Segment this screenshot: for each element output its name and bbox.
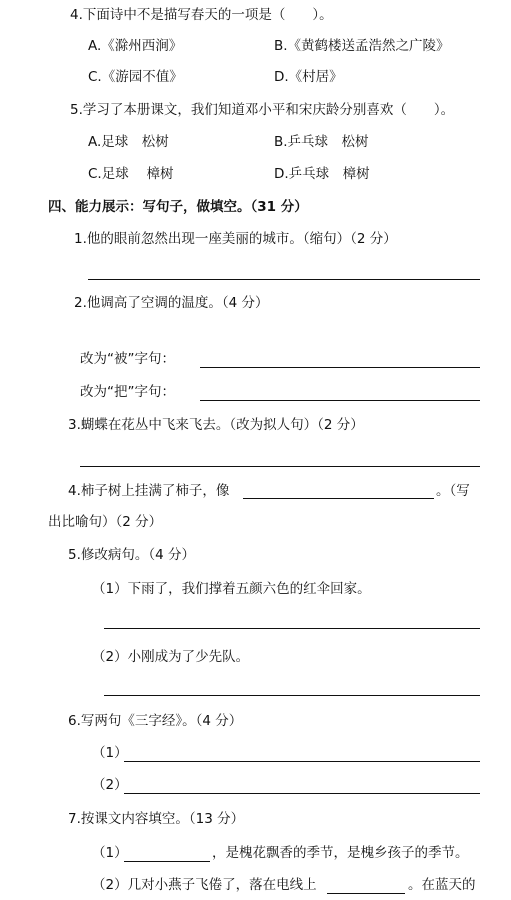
- q2-prompt: 2.他调高了空调的温度。（4 分）: [74, 295, 269, 311]
- q4-option-a[interactable]: A.《滁州西涧》: [88, 38, 183, 54]
- q5b-answer-line-2[interactable]: [104, 695, 480, 696]
- q5b-prompt: 5.修改病句。（4 分）: [68, 547, 196, 563]
- q1-answer-line[interactable]: [88, 279, 480, 280]
- q5-option-a[interactable]: A.足球 松树: [88, 134, 169, 150]
- q6-answer-line-1[interactable]: [124, 761, 480, 762]
- q7-item-2-start: （2）几对小燕子飞倦了，落在电线上: [92, 877, 317, 893]
- q5-stem: 5.学习了本册课文，我们知道邓小平和宋庆龄分别喜欢（ ）。: [70, 102, 455, 118]
- q2-bei-label: 改为“被”字句：: [80, 351, 175, 367]
- q6-item-2-label: （2）: [92, 777, 128, 793]
- q4-stem: 4.下面诗中不是描写春天的一项是（ ）。: [70, 7, 333, 23]
- section-heading: 四、能力展示：写句子，做填空。（31 分）: [48, 199, 308, 215]
- q2-ba-label: 改为“把”字句：: [80, 384, 175, 400]
- q4b-blank[interactable]: [243, 498, 434, 499]
- q4b-prompt-end: 。（写: [436, 483, 470, 499]
- q4b-prompt-start: 4.柿子树上挂满了柿子，像: [68, 483, 230, 499]
- q4b-prompt-continued: 出比喻句）（2 分）: [48, 514, 163, 530]
- q5b-sentence-1: （1）下雨了，我们撑着五颜六色的红伞回家。: [92, 581, 371, 597]
- q7-item-1-end: ，是槐花飘香的季节，是槐乡孩子的季节。: [212, 845, 469, 861]
- q5-option-d[interactable]: D.乒乓球 樟树: [274, 166, 370, 182]
- q4-option-c[interactable]: C.《游园不值》: [88, 69, 183, 85]
- q7-blank-2[interactable]: [327, 893, 405, 894]
- q3-answer-line[interactable]: [80, 466, 480, 467]
- q4-option-d[interactable]: D.《村居》: [274, 69, 343, 85]
- q7-item-1-start: （1）: [92, 845, 128, 861]
- q2-ba-answer-line[interactable]: [200, 400, 480, 401]
- q5-option-c[interactable]: C.足球 樟树: [88, 166, 174, 182]
- q6-answer-line-2[interactable]: [124, 793, 480, 794]
- q6-item-1-label: （1）: [92, 745, 128, 761]
- q6-prompt: 6.写两句《三字经》。（4 分）: [68, 713, 243, 729]
- q5b-answer-line-1[interactable]: [104, 628, 480, 629]
- q2-bei-answer-line[interactable]: [200, 367, 480, 368]
- q4-option-b[interactable]: B.《黄鹤楼送孟浩然之广陵》: [274, 38, 450, 54]
- q7-prompt: 7.按课文内容填空。（13 分）: [68, 811, 245, 827]
- q5-option-b[interactable]: B.乒乓球 松树: [274, 134, 369, 150]
- q7-blank-1[interactable]: [124, 861, 210, 862]
- q1-prompt: 1.他的眼前忽然出现一座美丽的城市。（缩句）（2 分）: [74, 231, 397, 247]
- q5b-sentence-2: （2）小刚成为了少先队。: [92, 649, 250, 665]
- q7-item-2-end: 。在蓝天的: [408, 877, 476, 893]
- q3-prompt: 3.蝴蝶在花丛中飞来飞去。（改为拟人句）（2 分）: [68, 417, 364, 433]
